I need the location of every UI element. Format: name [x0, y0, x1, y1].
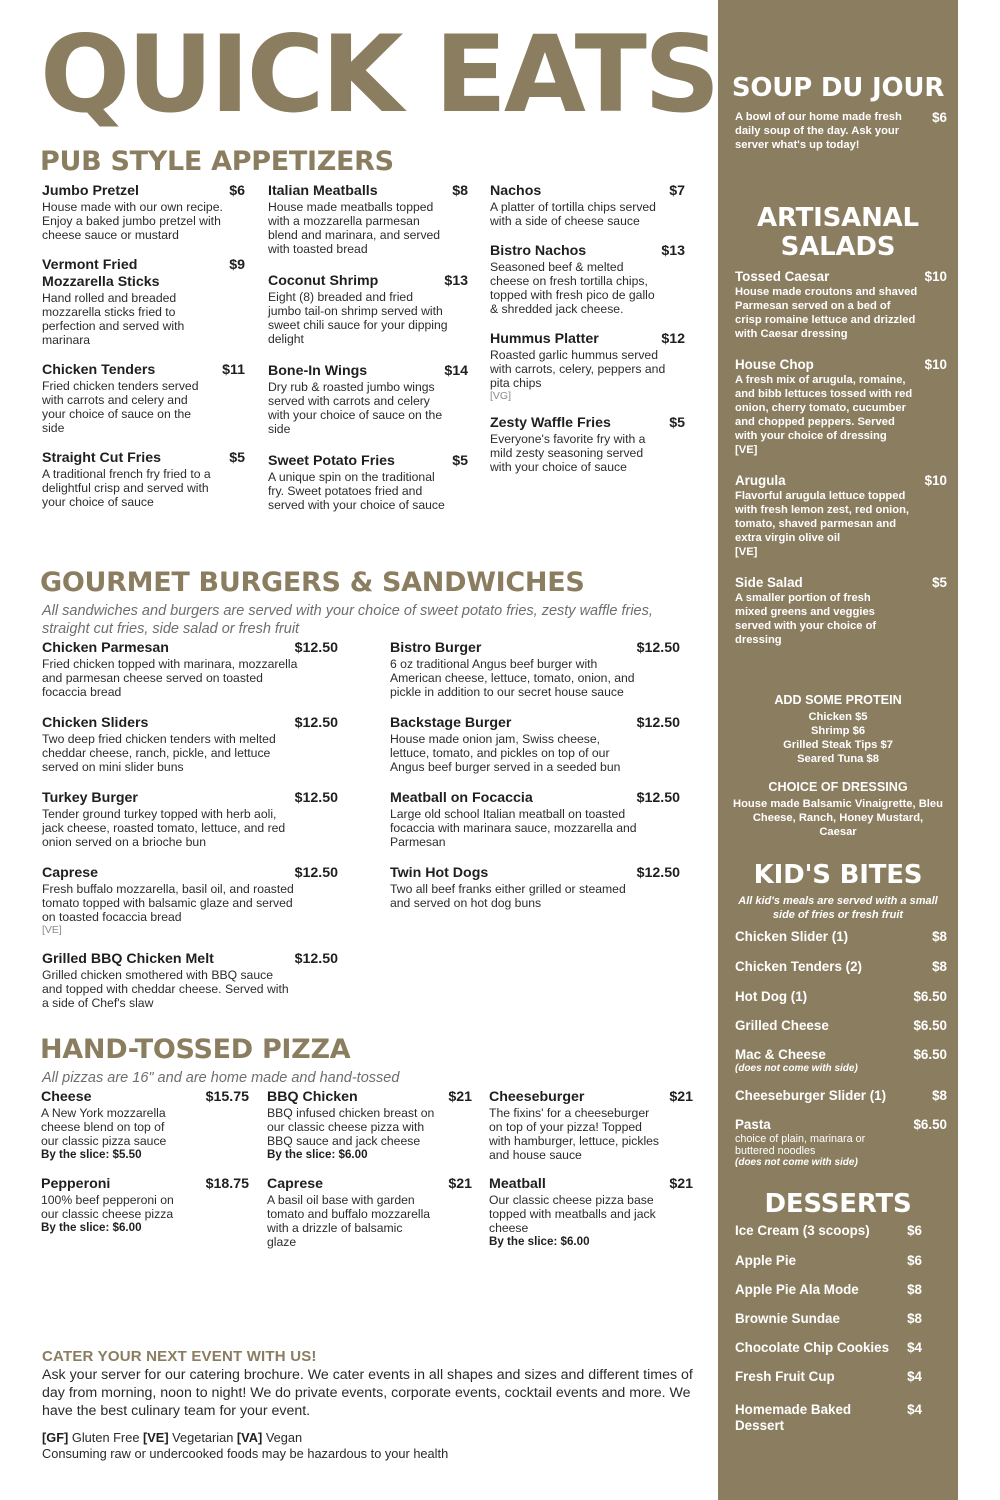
item-name: Hummus Platter: [490, 331, 599, 347]
dessert-item: [735, 1369, 947, 1385]
item-price: $21: [669, 1089, 693, 1105]
item-description: Dry rub & roasted jumbo wings served with carrots and celery with your choice of sauce on the side: [268, 380, 443, 436]
item-name: Jumbo Pretzel: [42, 183, 139, 199]
menu-item: [42, 183, 245, 242]
item-price: $18.75: [205, 1176, 249, 1192]
burgers-subtitle: All sandwiches and burgers are served with your choice of sweet potato fries, zesty waffle fries, straight cut fries, side salad or fresh fruit: [42, 603, 653, 637]
soup-item: [735, 110, 947, 152]
item-price: $6: [229, 183, 245, 199]
dessert-price: $6: [907, 1223, 922, 1238]
dessert-name: Apple Pie Ala Mode: [735, 1282, 859, 1297]
pizza-subtitle: All pizzas are 16" and are home made and hand-tossed: [42, 1070, 400, 1086]
item-name: Backstage Burger: [390, 715, 512, 731]
pizza-column-1: [41, 1089, 249, 1250]
item-description: Our classic cheese pizza base topped with meatballs and jack cheese: [489, 1193, 656, 1235]
slice-price: By the slice: $6.00: [267, 1148, 368, 1161]
item-name: Meatball: [489, 1176, 546, 1192]
item-description: House made with our own recipe. Enjoy a baked jumbo pretzel with cheese sauce or mustard: [42, 200, 223, 242]
item-price: $11: [222, 362, 245, 378]
item-price: $21: [448, 1176, 472, 1192]
item-description: BBQ infused chicken breast on our classic cheese pizza with BBQ sauce and jack cheese: [267, 1106, 435, 1148]
dressing-section: [718, 779, 958, 839]
item-description: Seasoned beef & melted cheese on fresh tortilla chips, topped with fresh pico de gallo & shredded jack cheese.: [490, 260, 655, 316]
item-name: Meatball on Focaccia: [390, 790, 533, 806]
item-description: Grilled chicken smothered with BBQ sauce and topped with cheddar cheese. Served with a side of Chef's slaw: [42, 968, 289, 1010]
menu-item: [42, 951, 338, 1010]
salad-description: A fresh mix of arugula, romaine, and bibb lettuces tossed with red onion, cherry tomato, cucumber and chopped peppers. Served with your choice of dressing: [735, 374, 913, 442]
pizza-column-3: [489, 1089, 693, 1264]
item-price: $5: [452, 453, 468, 469]
salads-list: [735, 269, 947, 647]
item-description: Fried chicken topped with marinara, mozzarella and parmesan cheese served on toasted focaccia bread: [42, 657, 298, 699]
item-price: $12.50: [294, 865, 338, 881]
item-name: Bistro Burger: [390, 640, 482, 656]
sidebar: [718, 0, 958, 1500]
item-price: $13: [661, 243, 685, 259]
legend-va-label: Vegan: [265, 1430, 303, 1445]
salads-heading-line2: SALADS: [780, 232, 896, 262]
dessert-name: Chocolate Chip Cookies: [735, 1340, 890, 1355]
dessert-item: [735, 1253, 947, 1269]
item-name: Bistro Nachos: [490, 243, 587, 259]
kids-item-note: (does not come with side): [735, 1157, 858, 1168]
dressing-heading: CHOICE OF DRESSING: [768, 780, 908, 794]
item-description: Large old school Italian meatball on toasted focaccia with marinara sauce, mozzarella and Parmesan: [390, 807, 637, 849]
item-name: Sweet Potato Fries: [268, 453, 395, 469]
protein-option: Grilled Steak Tips $7: [783, 739, 893, 751]
appetizers-heading: PUB STYLE APPETIZERS: [40, 146, 394, 177]
slice-price: By the slice: $6.00: [489, 1235, 590, 1248]
dietary-tag: [VE]: [735, 546, 758, 558]
kids-item-name: Chicken Slider (1): [735, 929, 849, 944]
menu-item: [490, 183, 685, 228]
item-description: House made onion jam, Swiss cheese, lettuce, tomato, and pickles on top of our Angus beef burger served in a seeded bun: [390, 732, 621, 774]
kids-item-name: Mac & Cheese: [735, 1047, 826, 1062]
kids-item-name: Grilled Cheese: [735, 1018, 829, 1033]
salad-description: House made croutons and shaved Parmesan served on a bed of crisp romaine lettuce and drizzled with Caesar dressing: [735, 286, 918, 340]
menu-item: [42, 865, 338, 937]
salad-item: [735, 575, 947, 647]
item-price: $12.50: [294, 715, 338, 731]
kids-item: [735, 1088, 947, 1104]
menu-item: [41, 1176, 249, 1235]
salad-description: A smaller portion of fresh mixed greens and veggies served with your choice of dressing: [735, 592, 877, 646]
menu-item: [268, 183, 468, 256]
kids-item: [735, 1117, 947, 1169]
burgers-heading: GOURMET BURGERS & SANDWICHES: [40, 567, 585, 598]
salads-heading-line1: ARTISANAL: [757, 203, 919, 233]
item-price: $12.50: [636, 715, 680, 731]
menu-item: [268, 453, 468, 512]
dessert-item: [735, 1402, 947, 1434]
burgers-column-1: [42, 640, 338, 1025]
item-description: Fresh buffalo mozzarella, basil oil, and roasted tomato topped with balsamic glaze and served on toasted focaccia bread: [42, 882, 294, 924]
legend-va-tag: [VA]: [236, 1430, 263, 1445]
menu-item: [268, 273, 468, 346]
item-description: Two all beef franks either grilled or steamed and served on hot dog buns: [390, 882, 626, 910]
item-description: A basil oil base with garden tomato and buffalo mozzarella with a drizzle of balsamic glaze: [267, 1193, 431, 1249]
kids-list: [735, 929, 947, 1169]
menu-item: [42, 450, 245, 509]
menu-item: [489, 1176, 693, 1249]
salad-name: Side Salad: [735, 575, 803, 590]
legend-gf-label: Gluten Free: [71, 1430, 140, 1445]
appetizers-column-3: [490, 183, 685, 489]
dessert-name: Apple Pie: [735, 1253, 797, 1268]
legend-ve-label: Vegetarian: [172, 1430, 234, 1445]
item-description: Roasted garlic hummus served with carrots, celery, peppers and pita chips: [490, 348, 666, 390]
kids-subtitle-wrap: [718, 894, 958, 922]
slice-price: By the slice: $5.50: [41, 1148, 142, 1161]
kids-item-price: $6.50: [913, 989, 947, 1004]
kids-item-name: Chicken Tenders (2): [735, 959, 862, 974]
item-price: $13: [444, 273, 468, 289]
protein-heading: ADD SOME PROTEIN: [774, 693, 902, 707]
kids-item-price: $8: [932, 1088, 947, 1103]
item-price: $12.50: [636, 640, 680, 656]
item-description: 100% beef pepperoni on our classic cheese pizza: [41, 1193, 174, 1221]
kids-subtitle: All kid's meals are served with a small side of fries or fresh fruit: [738, 895, 938, 921]
dessert-price: $4: [907, 1340, 922, 1355]
dessert-name: Fresh Fruit Cup: [735, 1369, 835, 1384]
dietary-tag: [VG]: [490, 390, 512, 402]
item-name: Italian Meatballs: [268, 183, 378, 199]
dessert-item: [735, 1282, 947, 1298]
kids-item: [735, 1018, 947, 1034]
appetizers-column-1: [42, 183, 245, 524]
kids-item: [735, 989, 947, 1005]
salad-description: Flavorful arugula lettuce topped with fresh lemon zest, red onion, tomato, shaved parmesan and extra virgin olive oil: [735, 490, 910, 544]
item-name: Twin Hot Dogs: [390, 865, 489, 881]
item-description: A New York mozzarella cheese blend on top of our classic pizza sauce: [41, 1106, 167, 1148]
protein-option: Seared Tuna $8: [797, 753, 879, 765]
salad-price: $5: [932, 575, 947, 590]
item-name: Turkey Burger: [42, 790, 138, 806]
item-name: Straight Cut Fries: [42, 450, 162, 466]
item-name: Chicken Parmesan: [42, 640, 169, 656]
item-description: Tender ground turkey topped with herb aoli, jack cheese, roasted tomato, lettuce, and red onion served on a brioche bun: [42, 807, 286, 849]
item-name: Coconut Shrimp: [268, 273, 379, 289]
item-price: $5: [669, 415, 685, 431]
dessert-price: $4: [907, 1369, 922, 1384]
dessert-name: Ice Cream (3 scoops): [735, 1223, 870, 1238]
item-name: Bone-In Wings: [268, 363, 368, 379]
dessert-item: [735, 1340, 947, 1356]
dietary-tag: [VE]: [735, 444, 758, 456]
kids-item-name: Cheeseburger Slider (1): [735, 1088, 887, 1103]
item-description: Everyone's favorite fry with a mild zesty seasoning served with your choice of sauce: [490, 432, 646, 474]
menu-item: [42, 257, 245, 347]
menu-item: [267, 1176, 472, 1249]
kids-item-price: $6.50: [913, 1117, 947, 1132]
appetizers-column-2: [268, 183, 468, 527]
menu-item: [268, 363, 468, 436]
legend-ve-tag: [VE]: [143, 1430, 169, 1445]
kids-item-note: (does not come with side): [735, 1063, 858, 1074]
soup-description: A bowl of our home made fresh daily soup of the day. Ask your server what's up today!: [735, 111, 902, 151]
salad-item: [735, 357, 947, 457]
salad-price: $10: [924, 473, 947, 488]
item-price: $12.50: [294, 951, 338, 967]
dessert-name: Homemade Baked Dessert: [735, 1402, 852, 1433]
kids-item-name: Pasta: [735, 1117, 771, 1132]
menu-item: [490, 243, 685, 316]
item-description: A platter of tortilla chips served with a side of cheese sauce: [490, 200, 656, 228]
dressing-options: House made Balsamic Vinaigrette, Bleu Cheese, Ranch, Honey Mustard, Caesar: [733, 798, 943, 838]
item-price: $7: [669, 183, 685, 199]
menu-item: [489, 1089, 693, 1162]
salad-name: House Chop: [735, 357, 814, 372]
kids-heading: KID'S BITES: [753, 860, 923, 890]
soup-price: $6: [932, 110, 947, 125]
legend-gf-tag: [GF]: [42, 1430, 69, 1445]
item-price: $21: [448, 1089, 472, 1105]
menu-item: [41, 1089, 249, 1162]
salad-price: $10: [924, 269, 947, 284]
salad-name: Tossed Caesar: [735, 269, 830, 284]
menu-item: [490, 415, 685, 474]
salad-item: [735, 269, 947, 341]
page-title: QUICK EATS: [40, 13, 718, 136]
item-description: 6 oz traditional Angus beef burger with American cheese, lettuce, tomato, onion, and pickle in addition to our secret house sauce: [390, 657, 635, 699]
item-name: Nachos: [490, 183, 542, 199]
pizza-heading: HAND-TOSSED PIZZA: [40, 1034, 351, 1065]
salad-price: $10: [924, 357, 947, 372]
salad-name: Arugula: [735, 473, 786, 488]
dessert-price: $4: [907, 1402, 922, 1417]
item-name: Zesty Waffle Fries: [490, 415, 611, 431]
menu-item: [267, 1089, 472, 1162]
item-name: Cheese: [41, 1089, 92, 1105]
item-price: $14: [444, 363, 468, 379]
item-name: Vermont Fried Mozzarella Sticks: [42, 257, 160, 290]
item-price: $15.75: [205, 1089, 249, 1105]
menu-item: [390, 640, 680, 699]
item-description: House made meatballs topped with a mozzarella parmesan blend and marinara, and served with toasted bread: [268, 200, 441, 256]
menu-item: [490, 331, 685, 403]
item-price: $12.50: [294, 790, 338, 806]
menu-item: [390, 865, 680, 910]
item-description: Eight (8) breaded and fried jumbo tail-on shrimp served with sweet chili sauce for your dipping delight: [268, 290, 448, 346]
item-description: A unique spin on the traditional fry. Sweet potatoes fried and served with your choice of sauce: [268, 470, 445, 512]
item-price: $21: [669, 1176, 693, 1192]
desserts-heading: DESSERTS: [764, 1189, 912, 1219]
item-price: $12.50: [294, 640, 338, 656]
menu-item: [42, 640, 338, 699]
catering-heading: CATER YOUR NEXT EVENT WITH US!: [42, 1348, 317, 1365]
food-warning: Consuming raw or undercooked foods may be hazardous to your health: [42, 1446, 449, 1461]
menu-item: [42, 715, 338, 774]
dessert-price: $8: [907, 1311, 922, 1326]
item-name: BBQ Chicken: [267, 1089, 358, 1105]
menu-item: [42, 362, 245, 435]
kids-item: [735, 959, 947, 975]
dietary-legend: [42, 1430, 448, 1462]
menu-item: [390, 715, 680, 774]
item-description: Hand rolled and breaded mozzarella sticks fried to perfection and served with marinara: [42, 291, 185, 347]
kids-item: [735, 1047, 947, 1075]
item-price: $12.50: [636, 865, 680, 881]
soup-heading: SOUP DU JOUR: [731, 73, 945, 103]
kids-item-price: $8: [932, 959, 947, 974]
dietary-tag: [VE]: [42, 924, 62, 936]
item-name: Chicken Sliders: [42, 715, 149, 731]
dessert-item: [735, 1311, 947, 1327]
slice-price: By the slice: $6.00: [41, 1221, 142, 1234]
kids-item-description: choice of plain, marinara or buttered noodles: [735, 1133, 866, 1157]
item-price: $12.50: [636, 790, 680, 806]
protein-option: Chicken $5: [808, 711, 868, 723]
burgers-column-2: [390, 640, 680, 925]
item-description: The fixins' for a cheeseburger on top of your pizza! Topped with hamburger, lettuce, pickles and house sauce: [489, 1106, 660, 1162]
menu-item: [390, 790, 680, 849]
kids-item-price: $6.50: [913, 1018, 947, 1033]
kids-item-price: $8: [932, 929, 947, 944]
kids-item: [735, 929, 947, 945]
protein-section: [718, 692, 958, 766]
salad-item: [735, 473, 947, 559]
item-name: Grilled BBQ Chicken Melt: [42, 951, 214, 967]
item-name: Caprese: [267, 1176, 323, 1192]
item-description: A traditional french fry fried to a delightful crisp and served with your choice of sauce: [42, 467, 211, 509]
item-description: Two deep fried chicken tenders with melted cheddar cheese, ranch, pickle, and lettuce served on mini slider buns: [42, 732, 276, 774]
item-price: $9: [229, 257, 245, 273]
pizza-column-2: [267, 1089, 472, 1264]
menu-item: [42, 790, 338, 849]
item-name: Chicken Tenders: [42, 362, 156, 378]
dessert-name: Brownie Sundae: [735, 1311, 840, 1326]
protein-option: Shrimp $6: [810, 725, 866, 737]
item-description: Fried chicken tenders served with carrots and celery and your choice of sauce on the side: [42, 379, 199, 435]
kids-item-price: $6.50: [913, 1047, 947, 1062]
item-price: $8: [452, 183, 468, 199]
dessert-price: $8: [907, 1282, 922, 1297]
dessert-item: [735, 1223, 947, 1239]
item-name: Cheeseburger: [489, 1089, 585, 1105]
item-price: $12: [661, 331, 685, 347]
dessert-price: $6: [907, 1253, 922, 1268]
catering-body: Ask your server for our catering brochure. We cater events in all shapes and sizes and different times of day from morning, noon to night! We do private events, corporate events, cocktail events and more. We have the best culinary team for your event.: [42, 1367, 693, 1419]
desserts-list: [735, 1223, 947, 1434]
item-name: Pepperoni: [41, 1176, 111, 1192]
item-price: $5: [229, 450, 245, 466]
kids-item-name: Hot Dog (1): [735, 989, 808, 1004]
item-name: Caprese: [42, 865, 98, 881]
